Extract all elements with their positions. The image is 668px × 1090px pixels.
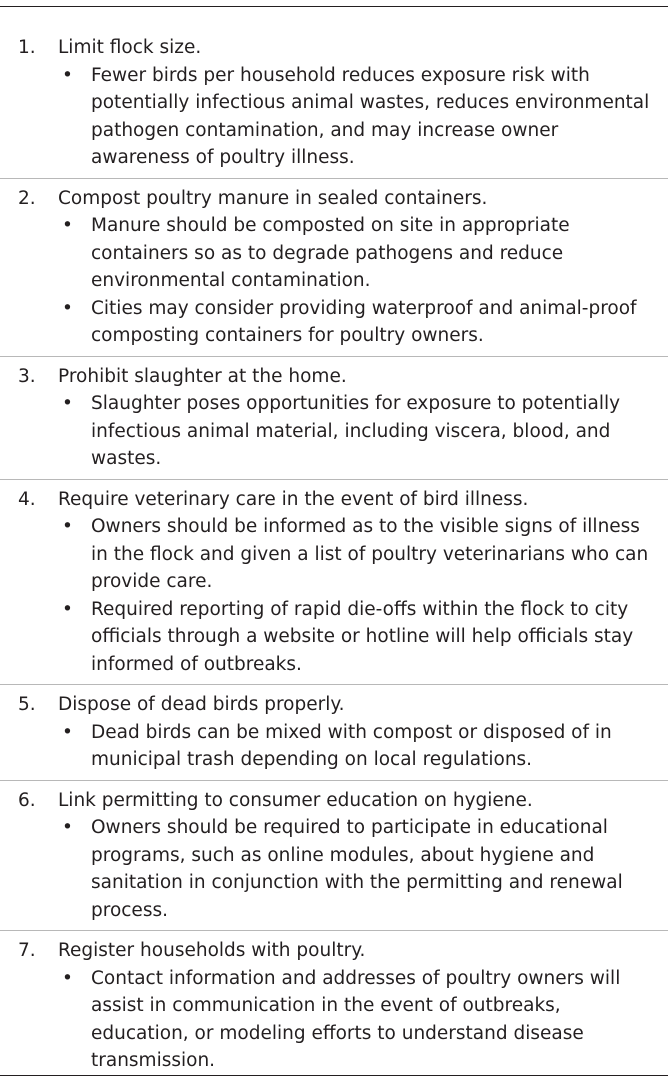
bullet-icon: •	[62, 393, 73, 414]
bullet-list	[0, 390, 668, 473]
bullet-list	[0, 719, 668, 774]
bullet-list	[0, 212, 668, 350]
bottom-rule	[0, 1075, 668, 1076]
bullet-icon: •	[62, 817, 73, 838]
bullet-icon: •	[62, 721, 73, 743]
bullet-icon: •	[62, 967, 73, 989]
item-number: 3.	[18, 365, 36, 387]
item-number: 2.	[18, 187, 36, 209]
bullet-text: Owners should be required to participate in educational programs, such as online modules, about hygiene and sanitation in conjunction with the permitting and renewal process.	[91, 817, 623, 921]
item-title: Register households with poultry.	[58, 940, 366, 961]
bullet-list	[0, 513, 668, 678]
bullet-text: Owners should be informed as to the visible signs of illness in the flock and given a list of poultry veterinarians who can provide care.	[91, 516, 649, 592]
bullet-item	[0, 814, 668, 924]
list-item	[0, 930, 668, 1075]
bullet-item	[0, 390, 668, 473]
bullet-text: Contact information and addresses of poultry owners will assist in communication in the event of outbreaks, education, or modeling efforts to understand disease transmission.	[91, 967, 621, 1071]
list-item	[0, 178, 668, 350]
bullet-text: Manure should be composted on site in appropriate containers so as to degrade pathogens and reduce environmental contamination.	[91, 215, 570, 291]
bullet-item	[0, 965, 668, 1075]
bullet-text: Cities may consider providing waterproof and animal-proof composting containers for poultry owners.	[91, 297, 637, 346]
item-title: Prohibit slaughter at the home.	[58, 365, 347, 387]
top-rule	[0, 6, 668, 7]
bullet-text: Fewer birds per household reduces exposure risk with potentially infectious animal wastes, reduces environmental pathogen contamination, and may increase owner awareness of poultry illness.	[91, 64, 650, 168]
list-item	[0, 356, 668, 473]
item-number: 6.	[18, 789, 36, 811]
bullet-text: Required reporting of rapid die-offs within the flock to city officials through a website or hotline will help officials stay informed of outbreaks.	[91, 598, 634, 675]
bullet-icon: •	[62, 297, 73, 319]
bullet-item	[0, 212, 668, 295]
item-title: Link permitting to consumer education on hygiene.	[58, 789, 533, 811]
bullet-text: Dead birds can be mixed with compost or disposed of in municipal trash depending on local regulations.	[91, 721, 612, 770]
bullet-list	[0, 62, 668, 172]
bullet-icon: •	[62, 516, 73, 537]
item-title: Limit flock size.	[58, 37, 202, 58]
bullet-item	[0, 596, 668, 679]
list-item	[0, 34, 668, 172]
bullet-icon: •	[62, 64, 73, 86]
item-number: 5.	[18, 694, 36, 715]
list-item	[0, 479, 668, 679]
item-number: 4.	[18, 488, 36, 510]
item-title: Compost poultry manure in sealed containers.	[58, 187, 488, 209]
list-item	[0, 684, 668, 774]
item-title: Dispose of dead birds properly.	[58, 694, 345, 715]
bullet-item	[0, 719, 668, 774]
bullet-item	[0, 513, 668, 596]
bullet-icon: •	[62, 215, 73, 236]
bullet-item	[0, 295, 668, 350]
item-number: 1.	[18, 37, 36, 58]
item-number: 7.	[18, 940, 36, 961]
bullet-list	[0, 965, 668, 1075]
bullet-item	[0, 62, 668, 172]
bullet-list	[0, 814, 668, 924]
recommendation-list	[0, 34, 668, 1075]
item-title: Require veterinary care in the event of bird illness.	[58, 488, 529, 510]
list-item	[0, 780, 668, 925]
bullet-icon: •	[62, 598, 73, 620]
bullet-text: Slaughter poses opportunities for exposure to potentially infectious animal material, including viscera, blood, and wastes.	[91, 393, 621, 469]
